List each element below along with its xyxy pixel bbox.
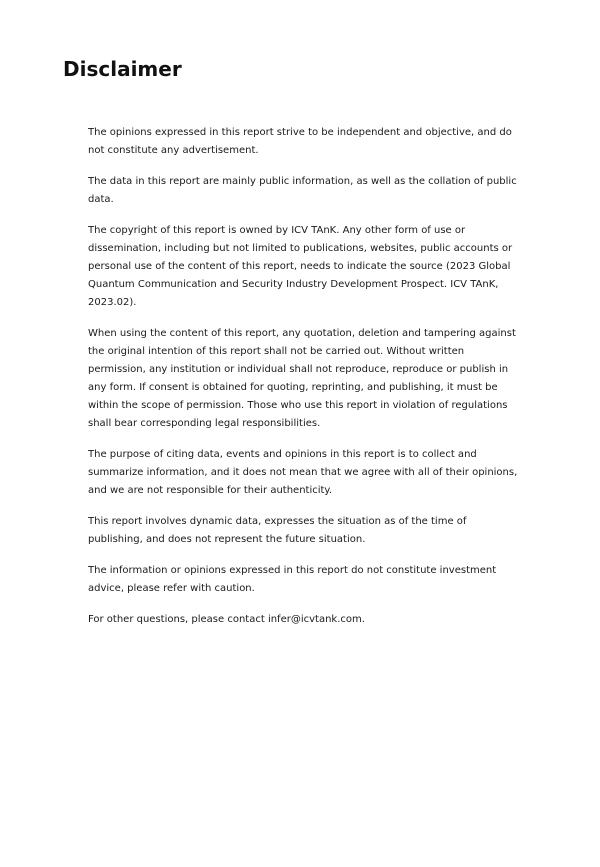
paragraph-data-source: The data in this report are mainly public information, as well as the collation of public data.: [88, 176, 517, 205]
paragraph-dynamic-data: This report involves dynamic data, expresses the situation as of the time of publishing, and does not represent the future situation.: [88, 516, 467, 545]
disclaimer-body: [88, 124, 520, 642]
paragraph-citation-purpose: The purpose of citing data, events and opinions in this report is to collect and summarize information, and it does not mean that we agree with all of their opinions, and we are not responsible for their authenticity.: [88, 449, 518, 496]
paragraph-investment-advice: The information or opinions expressed in this report do not constitute investment advice, please refer with caution.: [88, 565, 497, 594]
page-title: Disclaimer: [63, 57, 182, 81]
paragraph-contact: For other questions, please contact infer@icvtank.com.: [88, 614, 365, 625]
paragraph-independence: The opinions expressed in this report strive to be independent and objective, and do not constitute any advertisement.: [88, 127, 512, 156]
paragraph-copyright: The copyright of this report is owned by ICV TAnK. Any other form of use or dissemination, including but not limited to publications, websites, public accounts or personal use of the content of this report, needs to indicate the source (2023 Global Quantum Communication and Security Industry Development Prospect. ICV TAnK, 2023.02).: [88, 225, 513, 308]
paragraph-usage-terms: When using the content of this report, any quotation, deletion and tampering against the original intention of this report shall not be carried out. Without written permission, any institution or individual shall not reproduce, reproduce or publish in any form. If consent is obtained for quoting, reprinting, and publishing, it must be within the scope of permission. Those who use this report in violation of regulations shall bear corresponding legal responsibilities.: [88, 328, 516, 429]
